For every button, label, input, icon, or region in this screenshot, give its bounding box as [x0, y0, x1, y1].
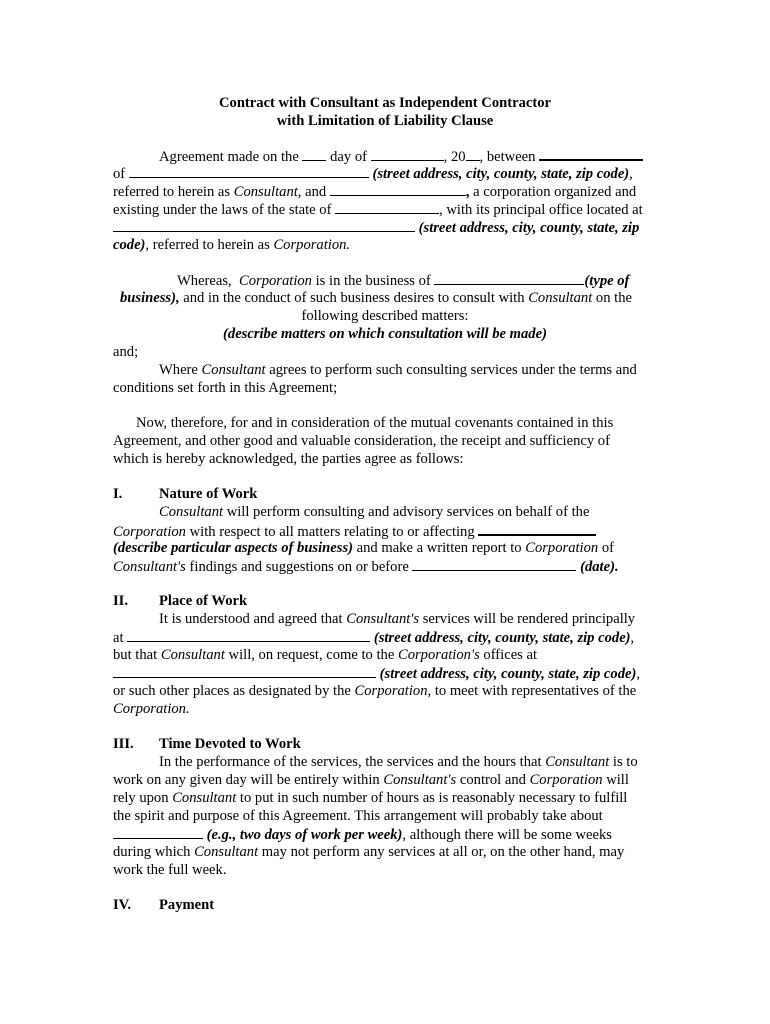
section-4-heading: Payment	[159, 897, 215, 913]
text: referred to herein as	[113, 184, 234, 200]
section-2-heading: Place of Work	[159, 593, 248, 609]
consultant-term: Consultant	[159, 504, 224, 520]
consultant-name-blank	[539, 146, 643, 161]
text: , 20	[443, 149, 466, 165]
text: at	[113, 630, 128, 646]
text: findings and suggestions on or before	[185, 559, 413, 575]
address-hint: (street address, city, county, state, zip	[415, 220, 640, 236]
s3-line-2	[113, 771, 629, 789]
text: and	[301, 184, 330, 200]
text: , although there will be some weeks	[402, 827, 612, 843]
text: , referred to herein as	[145, 237, 274, 253]
now-line-1: Now, therefore, for and in consideration of the mutual covenants contained in this	[136, 415, 614, 431]
text: offices at	[479, 647, 538, 663]
intro-line-1	[159, 146, 643, 166]
month-blank	[371, 147, 444, 161]
text: ,	[465, 184, 470, 200]
corporation-term: Corporation's	[397, 647, 480, 663]
text: , with its principal office located at	[439, 202, 643, 218]
s2-line-2	[113, 628, 634, 647]
text: control and	[456, 772, 530, 788]
work-frequency-blank	[113, 825, 203, 839]
text: services will be rendered principally	[419, 611, 636, 627]
document-subtitle: with Limitation of Liability Clause	[276, 113, 494, 129]
intro-line-2	[113, 164, 633, 183]
text: Where	[159, 362, 202, 378]
text: ,	[636, 666, 640, 682]
work-location-blank	[127, 628, 370, 642]
consultant-term: Consultant,	[233, 184, 302, 200]
consultant-term: Consultant's	[383, 772, 457, 788]
whereas-line-2	[120, 289, 632, 307]
consultant-term: Consultant	[172, 790, 237, 806]
text: and in the conduct of such business desires to consult with	[179, 290, 529, 306]
text: It is understood and agreed that	[159, 611, 347, 627]
business-type-hint: (type of	[584, 273, 630, 289]
text: during which	[113, 844, 195, 860]
address-hint: (street address, city, county, state, zip code)	[370, 630, 631, 646]
text: Whereas,	[177, 273, 239, 289]
section-1-heading: Nature of Work	[159, 486, 258, 502]
text: or such other places as designated by the	[113, 683, 355, 699]
text: of	[113, 166, 129, 182]
consultant-address-blank	[129, 164, 369, 178]
s3-line-1	[159, 753, 638, 771]
corporation-term: Corporation	[525, 540, 599, 556]
s3-line-5	[113, 825, 612, 844]
text: is in the business of	[311, 273, 435, 289]
s1-line-3	[113, 539, 614, 557]
intro-line-4	[113, 200, 643, 219]
consultation-matters-hint: (describe matters on which consultation will be made)	[223, 326, 547, 342]
corporation-offices-blank	[113, 664, 376, 678]
s2-line-4	[113, 664, 640, 683]
consultant-term: Consultant	[160, 647, 225, 663]
text: ,	[630, 630, 635, 646]
text: In the performance of the services, the services and the hours that	[159, 754, 546, 770]
business-aspects-blank	[478, 521, 596, 536]
section-1-number: I.	[113, 486, 123, 502]
s1-line-4	[113, 557, 619, 576]
s3-line-7: work the full week.	[113, 862, 227, 878]
s2-line-6: Corporation.	[113, 701, 190, 717]
business-type-hint: business),	[120, 290, 180, 306]
text: day of	[326, 149, 371, 165]
text: of	[598, 540, 615, 556]
text: , between	[479, 149, 540, 165]
s1-line-1	[159, 503, 589, 521]
s2-line-3	[113, 646, 537, 664]
corporation-term: Corporation,	[354, 683, 432, 699]
now-line-3: which is hereby acknowledged, the parties agree as follows:	[113, 451, 464, 467]
text: ,	[629, 166, 633, 182]
now-line-2: Agreement, and other good and valuable consideration, the receipt and sufficiency of	[113, 433, 610, 449]
intro-line-6	[113, 236, 350, 254]
section-4-number: IV.	[113, 897, 131, 913]
consultant-term: Consultant's	[113, 559, 186, 575]
s1-line-2	[113, 521, 596, 541]
whereas-line-3: following described matters:	[301, 308, 469, 324]
text: existing under the laws of the state of	[113, 202, 336, 218]
text: a corporation organized and	[469, 184, 637, 200]
and-text: and;	[113, 344, 139, 360]
where-line-2: conditions set forth in this Agreement;	[113, 380, 338, 396]
corporation-term: Corporation	[239, 273, 312, 289]
text: to put in such number of hours as is reasonably necessary to fulfill	[236, 790, 628, 806]
text: to meet with representatives of the	[431, 683, 637, 699]
text: and make a written report to	[352, 540, 526, 556]
consultant-term: Consultant	[528, 290, 593, 306]
year-blank	[466, 147, 480, 161]
consultant-term: Consultant's	[346, 611, 420, 627]
address-hint: (street address, city, county, state, zip code)	[376, 666, 637, 682]
section-3-number: III.	[113, 736, 134, 752]
text: will, on request, come to the	[224, 647, 398, 663]
text: may not perform any services at all or, on the other hand, may	[258, 844, 625, 860]
section-3-heading: Time Devoted to Work	[159, 736, 301, 752]
date-hint: (date).	[576, 559, 619, 575]
section-2-number: II.	[113, 593, 129, 609]
address-hint: code)	[113, 237, 146, 253]
s3-line-6	[113, 843, 624, 861]
text: on the	[592, 290, 632, 306]
s3-line-4: the spirit and purpose of this Agreement. This arrangement will probably take about	[113, 808, 603, 824]
s3-line-3	[113, 789, 627, 807]
s2-line-1	[159, 610, 635, 628]
corporation-term: Corporation	[113, 524, 186, 540]
text: will	[602, 772, 629, 788]
consultant-term: Consultant	[194, 844, 259, 860]
business-type-blank	[434, 271, 584, 285]
corporation-name-blank	[330, 182, 466, 196]
where-line-1	[159, 361, 637, 379]
frequency-hint: (e.g., two days of work per week)	[203, 827, 403, 843]
state-blank	[335, 200, 439, 214]
intro-line-3	[113, 182, 636, 201]
whereas-line-1	[177, 271, 629, 290]
day-blank	[302, 147, 326, 161]
text: is to	[609, 754, 638, 770]
corporation-address-blank	[113, 218, 415, 232]
text: with respect to all matters relating to or affecting	[185, 524, 479, 540]
text: but that	[113, 647, 161, 663]
text: will perform consulting and advisory services on behalf of the	[223, 504, 590, 520]
business-aspects-hint: (describe particular aspects of business)	[113, 540, 353, 556]
consultant-term: Consultant	[545, 754, 610, 770]
consultant-term: Consultant	[201, 362, 266, 378]
document-title: Contract with Consultant as Independent Contractor	[218, 95, 551, 111]
text: Agreement made on the	[159, 149, 303, 165]
s2-line-5	[113, 682, 636, 700]
report-date-blank	[412, 557, 576, 571]
corporation-term: Corporation	[529, 772, 603, 788]
text: agrees to perform such consulting services under the terms and	[265, 362, 637, 378]
address-hint: (street address, city, county, state, zip code)	[368, 166, 630, 182]
text: rely upon	[113, 790, 173, 806]
corporation-term: Corporation.	[273, 237, 351, 253]
text: work on any given day will be entirely within	[113, 772, 384, 788]
intro-line-5	[113, 218, 639, 237]
